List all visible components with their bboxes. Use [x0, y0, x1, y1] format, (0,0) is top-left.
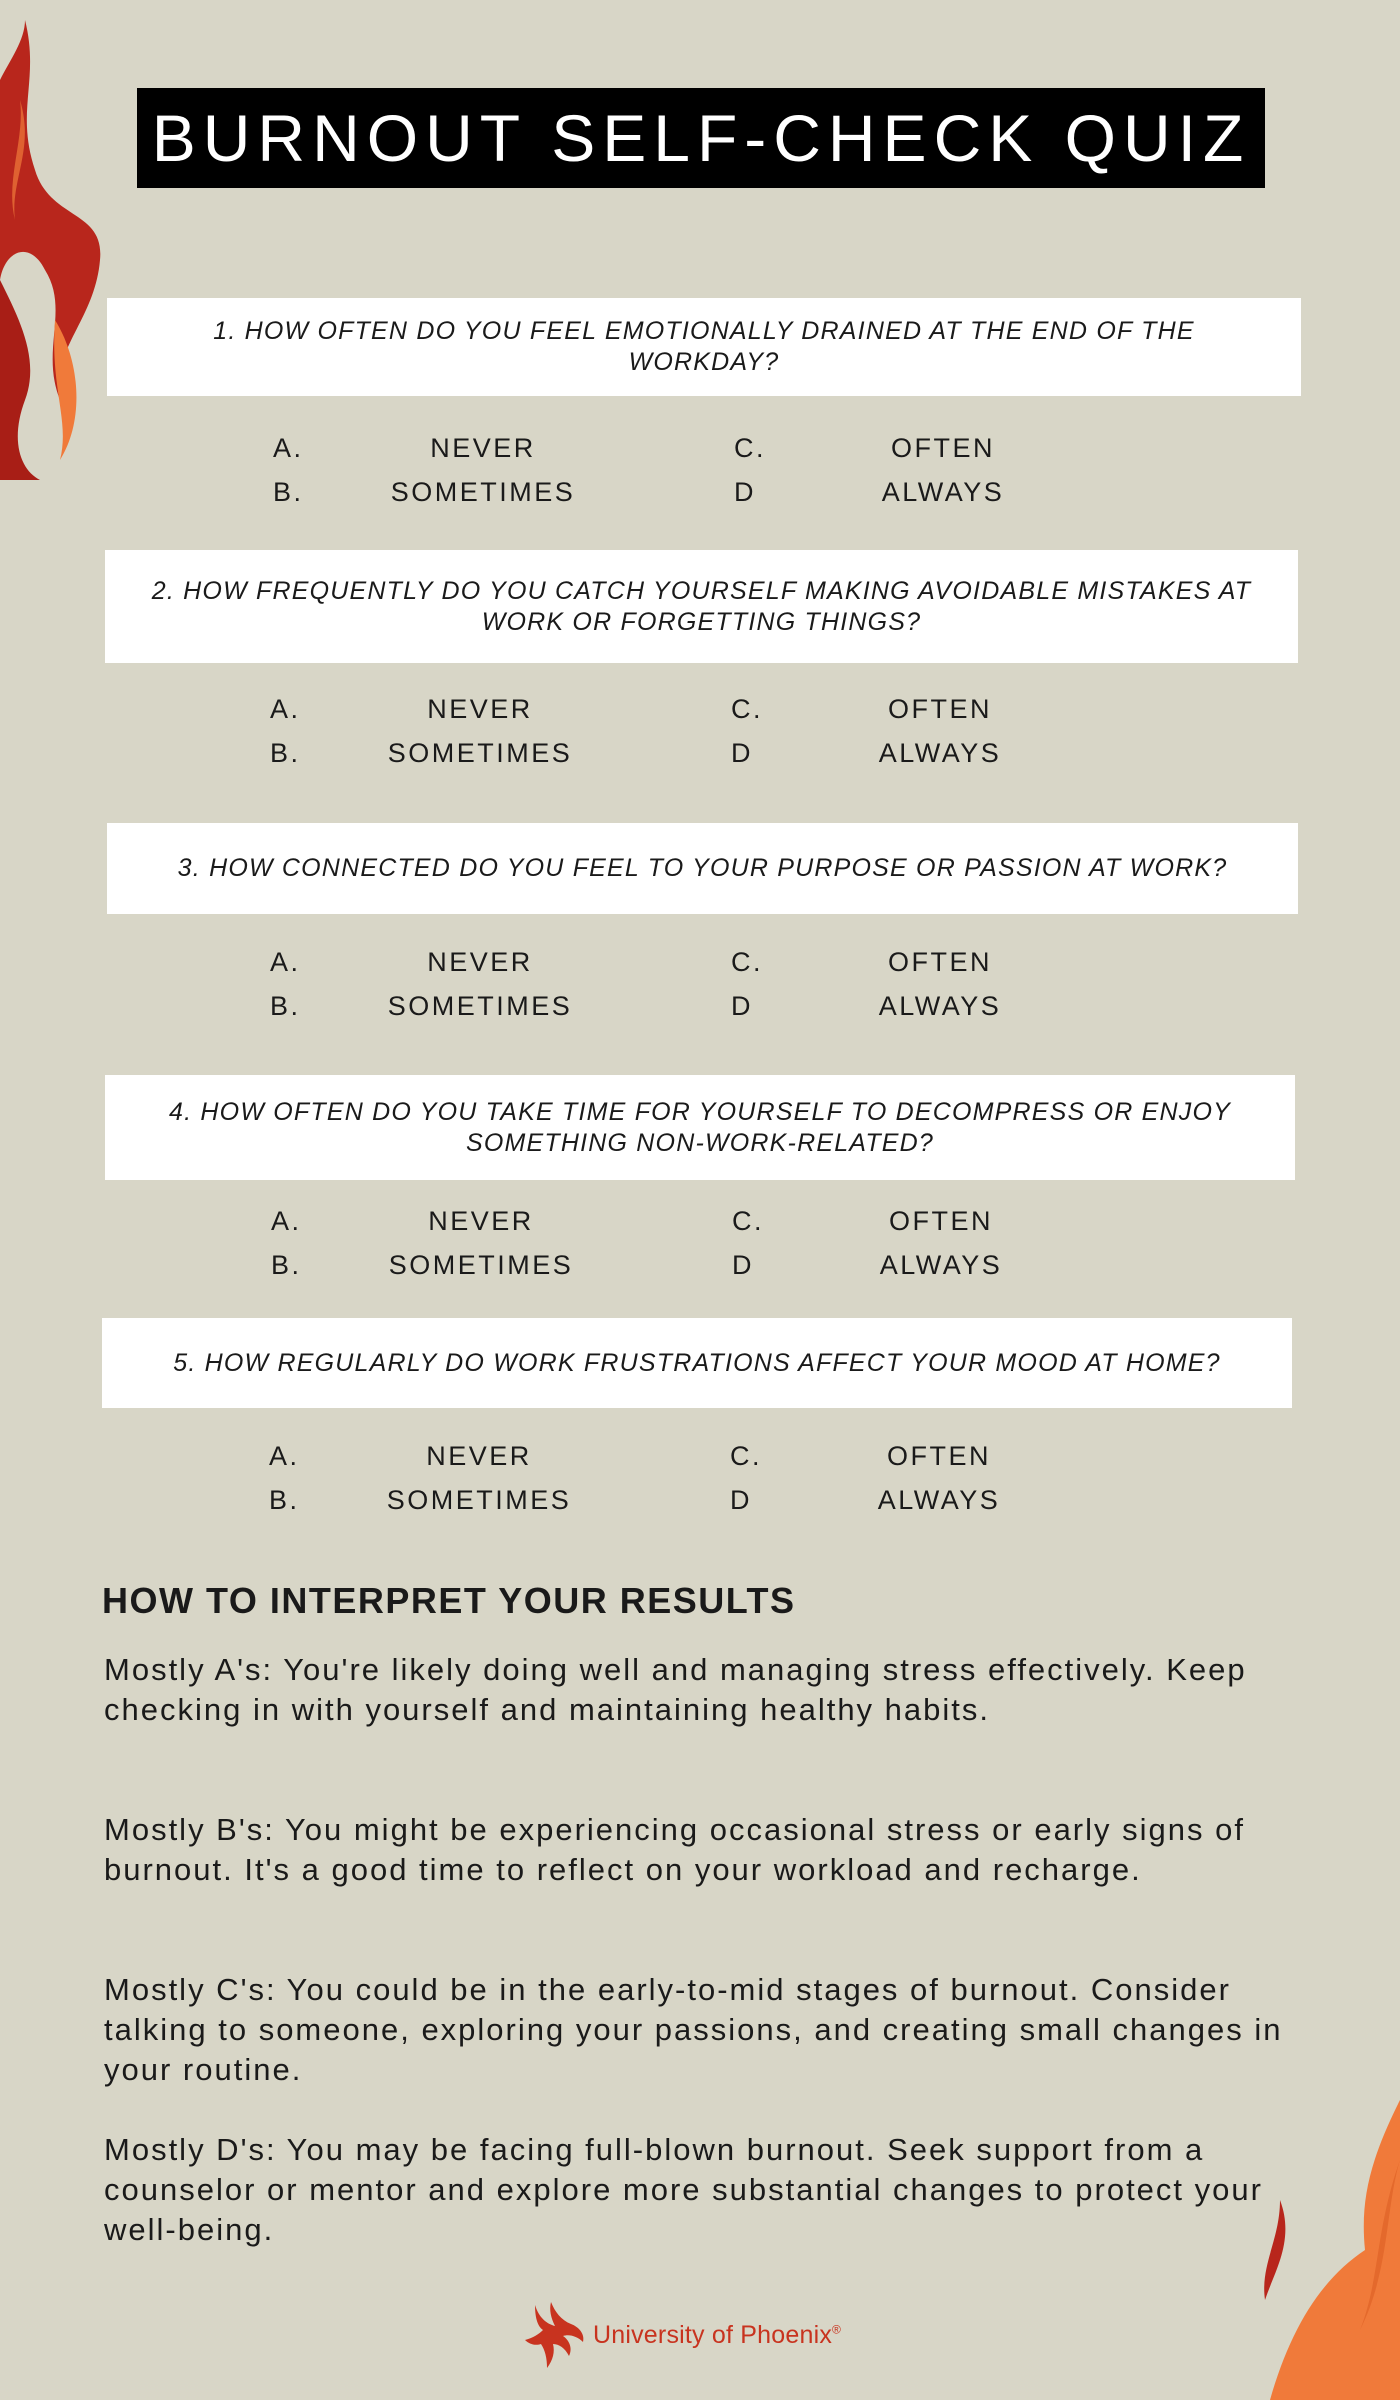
option-b-label[interactable]: SOMETIMES	[388, 1250, 574, 1280]
question-5-text: 5. HOW REGULARLY DO WORK FRUSTRATIONS AFFECT YOUR MOOD AT HOME?	[173, 1348, 1221, 1377]
option-a-label[interactable]: NEVER	[427, 694, 533, 724]
option-b-label[interactable]: SOMETIMES	[387, 738, 573, 768]
question-4-text: 4. HOW OFTEN DO YOU TAKE TIME FOR YOURSELF TO DECOMPRESS OR ENJOY SOMETHING NON-WORK-RELATED?	[169, 1097, 1231, 1157]
university-logo	[525, 2300, 841, 2370]
option-c-letter[interactable]: C.	[732, 1206, 764, 1236]
option-d-label[interactable]: ALWAYS	[881, 477, 1005, 507]
interpretation-mostly-d: Mostly D's: You may be facing full-blown burnout. Seek support from a counselor or mentor and explore more substantial changes to protect your well-being.	[104, 2132, 1263, 2247]
option-a-label[interactable]: NEVER	[428, 1206, 534, 1236]
phoenix-bird-icon	[525, 2300, 587, 2370]
option-a-label[interactable]: NEVER	[427, 947, 533, 977]
option-b-letter[interactable]: B.	[270, 991, 301, 1021]
option-b-label[interactable]: SOMETIMES	[386, 1485, 572, 1515]
option-d-letter[interactable]: D	[731, 738, 753, 768]
question-5-box	[102, 1318, 1292, 1408]
interpretation-mostly-c: Mostly C's: You could be in the early-to-mid stages of burnout. Consider talking to someone, exploring your passions, and creating small changes in your routine.	[104, 1972, 1283, 2087]
option-a-letter[interactable]: A.	[271, 1206, 302, 1236]
question-1-text: 1. HOW OFTEN DO YOU FEEL EMOTIONALLY DRAINED AT THE END OF THE WORKDAY?	[213, 317, 1195, 376]
option-a-letter[interactable]: A.	[269, 1441, 300, 1471]
option-a-letter[interactable]: A.	[270, 694, 301, 724]
option-c-letter[interactable]: C.	[730, 1441, 762, 1471]
option-c-label[interactable]: OFTEN	[891, 433, 995, 463]
option-d-label[interactable]: ALWAYS	[878, 991, 1002, 1021]
option-d-letter[interactable]: D	[732, 1250, 754, 1280]
question-4-box	[105, 1075, 1295, 1180]
option-c-letter[interactable]: C.	[731, 947, 763, 977]
page-title: BURNOUT SELF-CHECK QUIZ	[137, 88, 1265, 188]
option-b-letter[interactable]: B.	[271, 1250, 302, 1280]
interpretation-heading: HOW TO INTERPRET YOUR RESULTS	[102, 1580, 796, 1621]
option-c-label[interactable]: OFTEN	[888, 694, 992, 724]
interpretation-mostly-b: Mostly B's: You might be experiencing occasional stress or early signs of burnout. It's a good time to reflect on your workload and recharge.	[104, 1812, 1245, 1887]
option-a-label[interactable]: NEVER	[426, 1441, 532, 1471]
question-3-text: 3. HOW CONNECTED DO YOU FEEL TO YOUR PURPOSE OR PASSION AT WORK?	[177, 854, 1228, 882]
option-a-letter[interactable]: A.	[273, 433, 304, 463]
option-c-label[interactable]: OFTEN	[887, 1441, 991, 1471]
option-d-letter[interactable]: D	[730, 1485, 752, 1515]
option-c-letter[interactable]: C.	[731, 694, 763, 724]
option-a-letter[interactable]: A.	[270, 947, 301, 977]
option-b-letter[interactable]: B.	[273, 477, 304, 507]
option-b-label[interactable]: SOMETIMES	[387, 991, 573, 1021]
option-d-letter[interactable]: D	[731, 991, 753, 1021]
option-b-letter[interactable]: B.	[269, 1485, 300, 1515]
option-d-label[interactable]: ALWAYS	[879, 1250, 1003, 1280]
option-d-label[interactable]: ALWAYS	[878, 738, 1002, 768]
flame-decoration-top-left-icon	[0, 20, 115, 480]
university-logo-text: University of Phoenix®	[593, 2320, 842, 2349]
option-d-letter[interactable]: D	[734, 477, 756, 507]
option-c-label[interactable]: OFTEN	[888, 947, 992, 977]
option-a-label[interactable]: NEVER	[430, 433, 536, 463]
question-1-box	[107, 298, 1301, 396]
option-d-label[interactable]: ALWAYS	[877, 1485, 1001, 1515]
option-c-letter[interactable]: C.	[734, 433, 766, 463]
option-b-label[interactable]: SOMETIMES	[390, 477, 576, 507]
option-b-letter[interactable]: B.	[270, 738, 301, 768]
question-3-box	[107, 823, 1298, 914]
question-2-text: 2. HOW FREQUENTLY DO YOU CATCH YOURSELF MAKING AVOIDABLE MISTAKES AT WORK OR FORGETTING THINGS?	[151, 576, 1252, 636]
option-c-label[interactable]: OFTEN	[889, 1206, 993, 1236]
question-2-box	[105, 550, 1298, 663]
interpretation-mostly-a: Mostly A's: You're likely doing well and managing stress effectively. Keep checking in with yourself and maintaining healthy habits.	[104, 1652, 1247, 1727]
